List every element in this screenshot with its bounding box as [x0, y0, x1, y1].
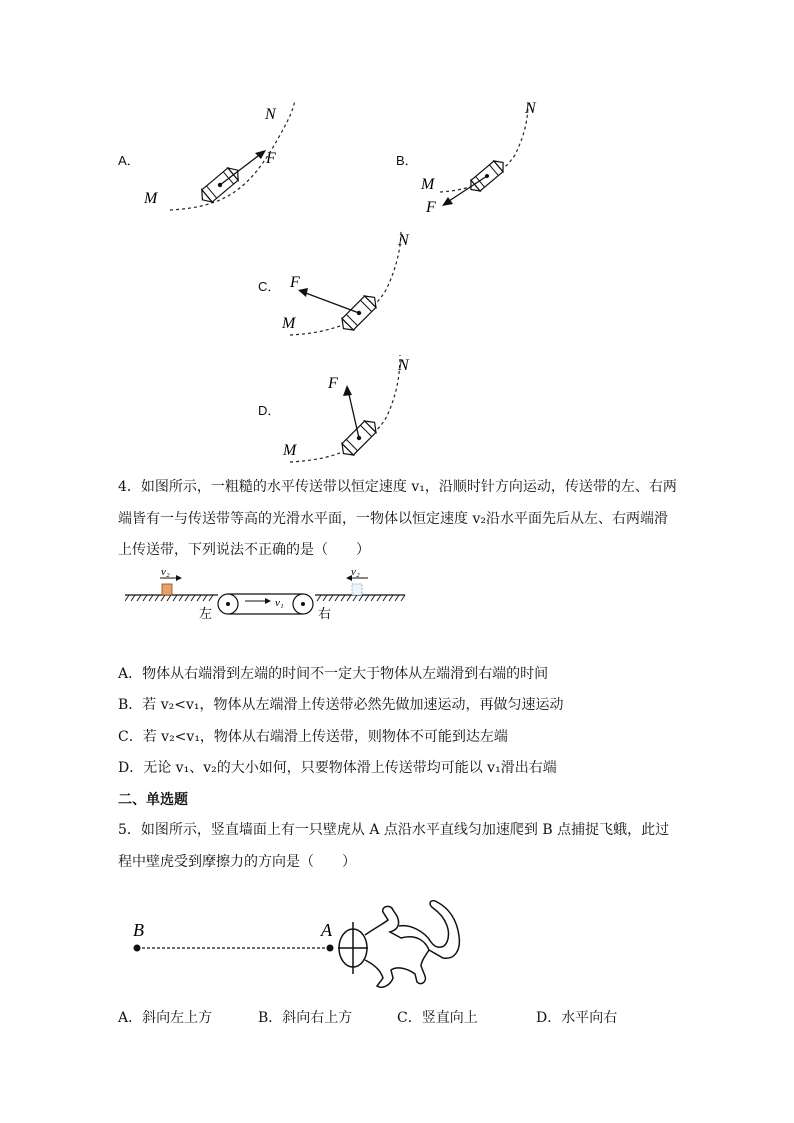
section-heading: 二、单选题 [118, 792, 188, 808]
q5-option-d: D．水平向右 [536, 1010, 618, 1026]
label-m: M [282, 315, 296, 332]
label-m: M [421, 176, 435, 193]
right-block [352, 584, 362, 595]
q4-option-c: C．若 v₂<v₁，物体从右端滑上传送带，则物体不可能到达左端 [118, 729, 508, 745]
trajectory-path [170, 100, 295, 210]
label-f: F [266, 150, 276, 167]
q4-stem-line3: 上传送带，下列说法不正确的是（ ） [118, 542, 370, 558]
force-arrow-head [343, 385, 352, 396]
option-c-label: C． [258, 279, 281, 294]
point-a-dot [327, 945, 334, 952]
force-arrow-line [348, 390, 359, 438]
q5-option-a: A．斜向左上方 [118, 1010, 213, 1026]
label-m: M [283, 442, 297, 459]
option-a-figure [140, 95, 310, 225]
q5-option-c: C．竖直向上 [397, 1010, 478, 1026]
left-ground-hatch [125, 595, 213, 601]
label-n: N [398, 357, 409, 374]
q5-stem-line1: 5．如图所示，竖直墙面上有一只壁虎从 A 点沿水平直线匀加速爬到 B 点捕捉飞蛾，此过 [118, 822, 670, 838]
option-d-label: D． [258, 403, 281, 418]
left-v2-label: v₂ [161, 566, 170, 578]
label-m: M [144, 190, 158, 207]
option-b-label: B． [396, 153, 418, 168]
label-f: F [328, 375, 338, 392]
right-v2-label: v₂ [351, 566, 360, 578]
label-n: N [265, 106, 276, 123]
label-f: F [426, 199, 436, 216]
left-block [162, 584, 172, 595]
label-n: N [398, 232, 409, 249]
label-b: B [133, 920, 144, 940]
option-d-figure [278, 350, 438, 468]
gecko-shape [338, 901, 459, 988]
option-b-figure [415, 95, 565, 220]
gecko-figure [125, 890, 470, 990]
label-a: A [321, 920, 332, 940]
q4-option-a: A．物体从右端滑到左端的时间不一定大于物体从左端滑到右端的时间 [118, 666, 549, 682]
v1-arrowhead [265, 598, 271, 604]
force-arrow-head [442, 197, 453, 206]
option-c-figure [278, 225, 438, 345]
label-f: F [290, 274, 300, 291]
conveyor-belt-figure [125, 563, 410, 625]
left-v2-arrowhead [176, 575, 182, 581]
q5-option-b: B．斜向右上方 [258, 1010, 353, 1026]
v1-label: v₁ [275, 597, 284, 609]
q4-option-d: D．无论 v₁、v₂的大小如何，只要物体滑上传送带均可能以 v₁滑出右端 [118, 760, 557, 776]
right-label: 右 [318, 607, 332, 622]
right-ground-hatch [317, 595, 405, 601]
q4-option-b: B．若 v₂<v₁，物体从左端滑上传送带必然先做加速运动，再做匀速运动 [118, 697, 564, 713]
label-n: N [525, 100, 536, 117]
q4-stem-line1: 4．如图所示，一粗糙的水平传送带以恒定速度 v₁，沿顺时针方向运动，传送带的左、右两 [118, 479, 677, 495]
point-b-dot [134, 945, 141, 952]
q5-stem-line2: 程中壁虎受到摩擦力的方向是（ ） [118, 854, 356, 870]
force-arrow-line [303, 292, 359, 313]
q4-stem-line2: 端皆有一与传送带等高的光滑水平面，一物体以恒定速度 v₂沿水平面先后从左、右两端滑 [118, 511, 668, 527]
option-a-label: A． [118, 153, 140, 168]
left-label: 左 [199, 607, 213, 622]
